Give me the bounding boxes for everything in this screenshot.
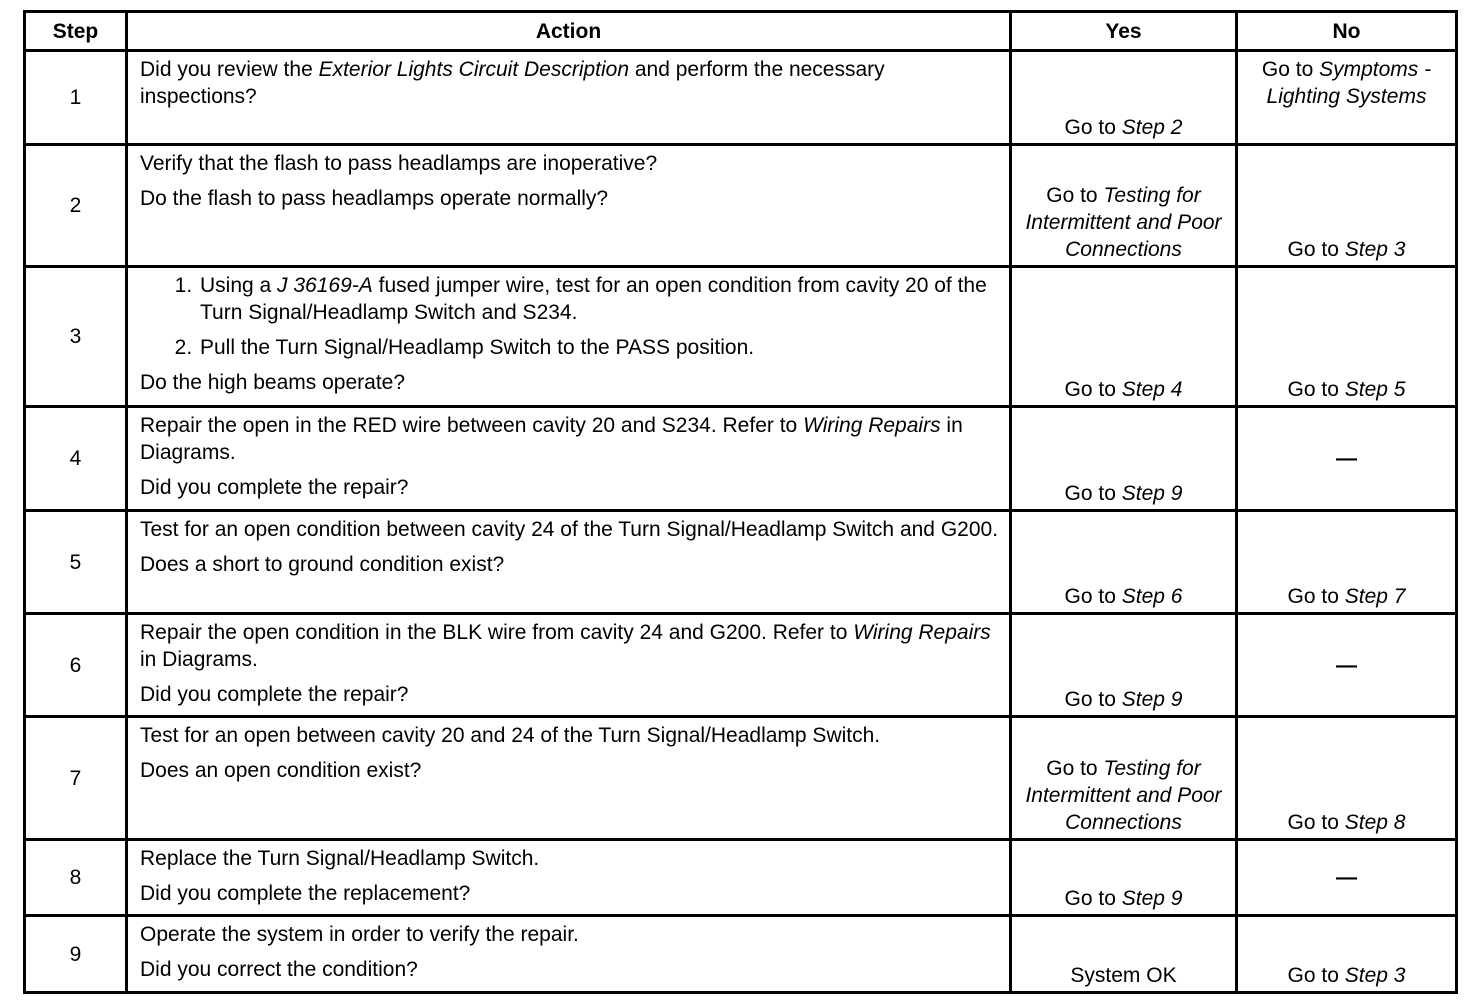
table-row: [25, 145, 1457, 267]
step-number: 5: [25, 511, 127, 614]
goto-text: Go to: [1046, 184, 1104, 207]
tool-reference: J 36169-A: [277, 274, 373, 297]
no-cell: [1237, 145, 1457, 267]
step-reference: Step 7: [1344, 585, 1406, 608]
goto-text: Go to: [1287, 585, 1345, 608]
procedure-item: 2. Pull the Turn Signal/Headlamp Switch to the PASS position.: [198, 334, 1001, 361]
goto-text: Go to: [1046, 757, 1104, 780]
step-number: 8: [25, 840, 127, 916]
action-cell: [127, 614, 1011, 717]
document-reference: Wiring Repairs: [803, 414, 941, 437]
action-cell: [127, 916, 1011, 993]
action-text: [140, 56, 1001, 110]
dash-mark: —: [1336, 866, 1357, 889]
action-text-part: Repair the open in the RED wire between cavity 20 and S234. Refer to: [140, 414, 804, 437]
procedure-list: [140, 272, 1001, 361]
goto-text: Go to: [1287, 238, 1345, 261]
goto-text: Go to: [1261, 58, 1320, 81]
yes-cell: [1011, 407, 1237, 511]
action-cell: [127, 511, 1011, 614]
document-reference: Wiring Repairs: [853, 621, 991, 644]
goto-text: Go to: [1064, 688, 1122, 711]
action-text-part: fused jumper wire, test for an open condition from cavity 20 of the Turn Signal/Headlamp Switch and S234.: [200, 274, 987, 324]
action-question: Did you correct the condition?: [140, 958, 418, 981]
action-cell: [127, 840, 1011, 916]
no-cell: [1237, 511, 1457, 614]
document-reference: Testing for Intermittent and Poor Connections: [1025, 184, 1222, 261]
action-question: Does a short to ground condition exist?: [140, 553, 505, 576]
header-step: Step: [25, 12, 127, 51]
dash-mark: —: [1336, 653, 1357, 677]
step-number: 4: [25, 407, 127, 511]
step-number: 2: [25, 145, 127, 267]
action-text: [140, 619, 1001, 673]
yes-cell: [1011, 267, 1237, 407]
action-question: Do the high beams operate?: [140, 371, 406, 394]
table-row: [25, 840, 1457, 916]
yes-cell: [1011, 51, 1237, 145]
action-text-part: Using a: [200, 274, 278, 297]
action-text-part: Repair the open condition in the BLK wire from cavity 24 and G200. Refer to: [140, 621, 854, 644]
action-question: Did you complete the repair?: [140, 683, 409, 706]
step-reference: Step 9: [1121, 482, 1183, 505]
no-cell: [1237, 840, 1457, 916]
action-text: Replace the Turn Signal/Headlamp Switch.: [140, 847, 540, 870]
yes-cell: [1011, 511, 1237, 614]
table-row: [25, 614, 1457, 717]
header-no: No: [1237, 12, 1457, 51]
table-row: [25, 916, 1457, 993]
goto-text: Go to: [1064, 585, 1122, 608]
document-reference: Symptoms - Lighting Systems: [1266, 58, 1432, 108]
step-reference: Step 4: [1121, 378, 1183, 401]
action-question: Do the flash to pass headlamps operate normally?: [140, 187, 609, 210]
action-cell: [127, 51, 1011, 145]
step-reference: Step 9: [1121, 887, 1183, 910]
diagnostic-table: [23, 10, 1458, 994]
no-cell: [1237, 614, 1457, 717]
table-row: [25, 51, 1457, 145]
no-cell: [1237, 916, 1457, 993]
step-number: 6: [25, 614, 127, 717]
action-text: Test for an open between cavity 20 and 24 of the Turn Signal/Headlamp Switch.: [140, 724, 881, 747]
action-text-part: in Diagrams.: [140, 414, 963, 464]
goto-text: Go to: [1287, 964, 1345, 987]
action-text-part: in Diagrams.: [140, 648, 258, 671]
step-reference: Step 2: [1121, 116, 1183, 139]
step-reference: Step 5: [1344, 378, 1406, 401]
action-question: Did you complete the repair?: [140, 476, 409, 499]
step-number: 3: [25, 267, 127, 407]
no-cell: [1237, 267, 1457, 407]
no-cell: [1237, 407, 1457, 511]
action-cell: [127, 717, 1011, 840]
no-cell: [1237, 717, 1457, 840]
document-reference: Testing for Intermittent and Poor Connections: [1025, 757, 1222, 834]
document-reference: Exterior Lights Circuit Description: [318, 58, 630, 81]
yes-cell: [1011, 840, 1237, 916]
action-text-part: Did you review the: [140, 58, 319, 81]
yes-cell: [1011, 614, 1237, 717]
dash-mark: —: [1336, 447, 1357, 470]
no-cell: [1237, 51, 1457, 145]
yes-cell: [1011, 717, 1237, 840]
action-question: Does an open condition exist?: [140, 759, 422, 782]
step-reference: Step 6: [1121, 585, 1183, 608]
step-number: 7: [25, 717, 127, 840]
action-cell: [127, 145, 1011, 267]
table-header-row: [25, 12, 1457, 51]
action-cell: [127, 267, 1011, 407]
yes-cell: [1011, 145, 1237, 267]
table-row: [25, 267, 1457, 407]
goto-text: Go to: [1287, 811, 1345, 834]
step-number: 9: [25, 916, 127, 993]
action-text: [140, 412, 1001, 466]
goto-text: Go to: [1064, 116, 1122, 139]
yes-cell: System OK: [1011, 916, 1237, 993]
step-reference: Step 9: [1121, 688, 1183, 711]
table-row: [25, 717, 1457, 840]
procedure-item: [198, 272, 1001, 326]
action-cell: [127, 407, 1011, 511]
action-question: Did you complete the replacement?: [140, 882, 471, 905]
step-number: 1: [25, 51, 127, 145]
goto-text: Go to: [1287, 378, 1345, 401]
goto-text: Go to: [1064, 887, 1122, 910]
goto-text: Go to: [1064, 378, 1122, 401]
header-yes: Yes: [1011, 12, 1237, 51]
action-text: Verify that the flash to pass headlamps are inoperative?: [140, 152, 658, 175]
table-row: [25, 407, 1457, 511]
action-text: Test for an open condition between cavity 24 of the Turn Signal/Headlamp Switch and G200.: [140, 518, 999, 541]
step-reference: Step 3: [1344, 238, 1406, 261]
action-text: Operate the system in order to verify the repair.: [140, 923, 579, 946]
step-reference: Step 8: [1344, 811, 1406, 834]
header-action: Action: [127, 12, 1011, 51]
table-row: [25, 511, 1457, 614]
step-reference: Step 3: [1344, 964, 1406, 987]
action-text-part: and perform the necessary inspections?: [140, 58, 885, 108]
goto-text: Go to: [1064, 482, 1122, 505]
